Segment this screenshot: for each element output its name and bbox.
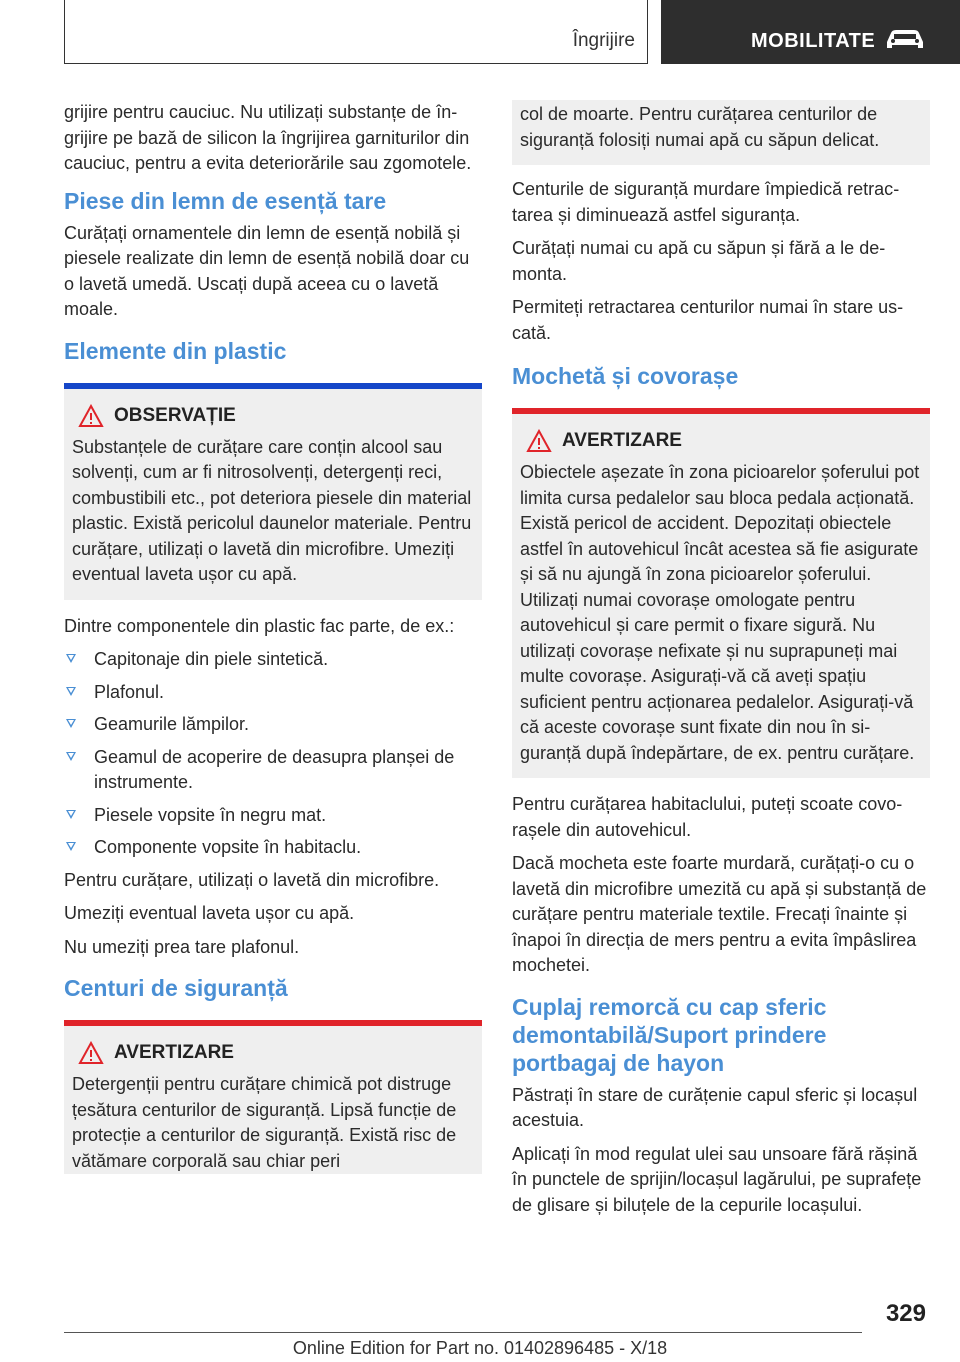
triangle-bullet-icon (66, 654, 76, 663)
header-section-title: Îngrijire (572, 30, 635, 51)
paragraph-belts2: Curățați numai cu apă cu săpun și fără a le demonta. (512, 238, 886, 284)
right-column (512, 100, 930, 1226)
list-item: Componente vopsite în habitaclu. (64, 835, 482, 861)
warning-header (72, 1040, 474, 1066)
notice-text: Substanțele de curățare care conțin alcool sau solvenți, cum ar fi nitrosolvenți, detergenți reci, combustibili etc., pot deteriora piesele din material plastic. Există pericolul daunelor materiale. Pentru curățare, utilizați o lavetă din microfibre. Umeziți eventual laveta ușor cu apă. (72, 436, 472, 584)
triangle-bullet-icon (66, 810, 76, 819)
paragraph-mats2: Dacă mocheta este foarte murdară, curățați-o cu o lavetă din microfibre umezită cu apă și substanță de curățare pentru materiale textile. Frecați înainte și înapoi în direcția de mers pentru a evita împâslirea mochetei. (512, 853, 927, 975)
triangle-bullet-icon (66, 719, 76, 728)
paragraph-clean2: Umeziți eventual laveta ușor cu apă. (64, 903, 355, 923)
plastic-components-list (64, 647, 482, 861)
list-item: Geamul de acoperire de deasupra planșei de instrumente. (64, 745, 482, 796)
notice-box (64, 383, 482, 600)
notice-title: OBSERVAȚIE (114, 404, 236, 426)
paragraph-clean1: Pentru curățare, utilizați o lavetă din microfibre. (64, 869, 440, 890)
heading-plastic: Elemente din plastic (64, 337, 287, 364)
header-chapter-tab (661, 0, 960, 64)
warning-box-mats (512, 408, 930, 778)
warning-icon (78, 404, 104, 428)
header-chapter-title: MOBILITATE (751, 30, 876, 52)
paragraph-clean3: Nu umeziți prea tare plafonul. (64, 936, 300, 957)
warning-box-belts-continued (512, 100, 930, 165)
paragraph-components: Dintre componentele din plastic fac parte, de ex.: (64, 615, 455, 636)
warning-icon (526, 429, 552, 453)
warning-title: AVERTIZARE (562, 430, 682, 451)
paragraph-belts3: Permiteți retractarea centurilor numai în stare uscată. (512, 297, 904, 343)
page-number: 329 (885, 1300, 926, 1327)
list-item: Plafonul. (64, 680, 482, 706)
footer-divider (64, 1332, 862, 1333)
heading-hitch: Cuplaj remorcă cu cap sferic demontabilă/Suport prindere portbagaj de hayon (512, 993, 827, 1076)
warning-header (520, 428, 922, 454)
paragraph-belts1: Centurile de siguranță murdare împiedică retractarea și diminuează astfel siguranța. (512, 179, 900, 225)
triangle-bullet-icon (66, 752, 76, 761)
heading-belts: Centuri de siguranță (64, 975, 288, 1001)
notice-header (72, 403, 474, 429)
triangle-bullet-icon (66, 687, 76, 696)
paragraph-wood: Curățați ornamentele din lemn de esență nobilă și piesele realizate din lemn de esență nobilă doar cu o lavetă umedă. Uscați după aceea cu o lavetă moale. (64, 222, 470, 319)
warning-text: Obiectele așezate în zona picioarelor șoferului pot limita cursa pedalelor sau bloca pedala acționată. Există pericol de accident. Depozitați obiectele astfel în autovehicul încât acestea să fie asigurate și să nu ajungă în zona picioarelor șoferului. Utilizați numai covorașe omologate pentru autovehicul și care permit o fixare sigură. Nu utilizați covorașe nefixate și nu suprapuneți mai multe covorașe. Asigurați-vă că aveți spațiu suficient pentru acționarea pedalelor. Asigurați-vă că aceste covorașe sunt fixate din nou în siguranță după îndepărtare, de ex. pentru curățare. (520, 462, 920, 763)
list-item: Geamurile lămpilor. (64, 712, 482, 738)
car-icon (883, 26, 927, 52)
warning-title: AVERTIZARE (114, 1042, 234, 1063)
paragraph-mats1: Pentru curățarea habitaclului, puteți scoate covorașele din autovehicul. (512, 794, 903, 840)
warning-text-continued: col de moarte. Pentru curățarea centurilor de siguranță folosiți numai apă cu săpun delicat. (520, 104, 880, 150)
heading-mats: Mochetă și covorașe (512, 363, 739, 389)
warning-text: Detergenții pentru curățare chimică pot distruge țesătura centurilor de siguranță. Lipsă funcție de protecție a centurilor de siguranță. Există risc de vătămare corporală sau chiar peri (72, 1074, 457, 1171)
triangle-bullet-icon (66, 842, 76, 851)
warning-icon (78, 1041, 104, 1065)
warning-box-belts (64, 1020, 482, 1174)
header-section-box (64, 0, 648, 64)
paragraph-intro: grijire pentru cauciuc. Nu utilizați substanțe de îngrijire pe bază de silicon la îngrijirea garniturilor din cauciuc, pentru a evita deteriorările sau zgomotele. (64, 102, 472, 173)
left-column (64, 100, 482, 1174)
list-item: Piesele vopsite în negru mat. (64, 803, 482, 829)
footer-edition: Online Edition for Part no. 01402896485 - X/18 (292, 1338, 668, 1358)
heading-wood: Piese din lemn de esență tare (64, 187, 387, 214)
paragraph-hitch2: Aplicați în mod regulat ulei sau unsoare fără rășină în punctele de sprijin/locașul lagărului, pe suprafețe de glisare și biluțele de la cepurile locașului. (512, 1143, 922, 1215)
paragraph-hitch1: Păstrați în stare de curățenie capul sferic și locașul acestuia. (512, 1084, 918, 1130)
list-item: Capitonaje din piele sintetică. (64, 647, 482, 673)
